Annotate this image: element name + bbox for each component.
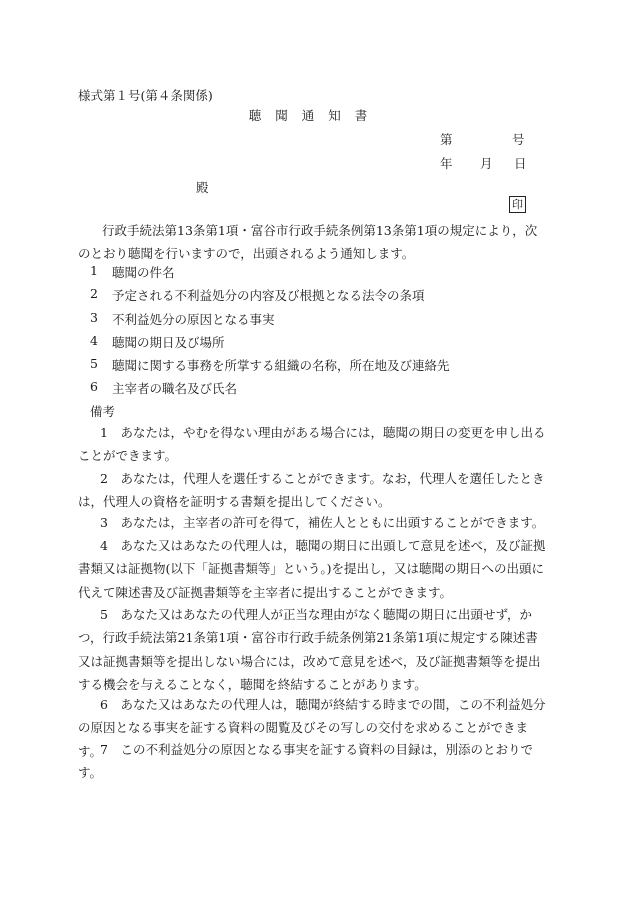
number-suffix: 号 (512, 132, 525, 147)
date-day: 日 (514, 156, 527, 171)
form-number: 様式第１号(第４条関係) (78, 88, 213, 103)
list-item-text: 不利益処分の原因となる事実 (112, 312, 275, 327)
remark-item: 4 あなた又はあなたの代理人は，聴聞の期日に出頭して意見を述べ，及び証拠書類又は証拠物(以下「証拠書類等」という。)を提出し，又は聴聞の期日への出頭に代えて陳述書及び証拠書類等を主宰者に提出することができます。 (78, 538, 546, 600)
remark-item: 3 あなたは，主宰者の許可を得て，補佐人とともに出頭することができます。 (100, 515, 545, 530)
list-item-number: 4 (90, 333, 98, 348)
remark-item: 1 あなたは，やむを得ない理由がある場合には，聴聞の期日の変更を申し出ることができます。 (78, 425, 546, 464)
date-month: 月 (480, 156, 493, 171)
list-item-number: 2 (90, 286, 98, 301)
document-title (0, 106, 630, 124)
list-item-text: 聴聞の件名 (112, 265, 175, 280)
list-item-number: 6 (90, 379, 98, 394)
remark-item: 7 この不利益処分の原因となる事実を証する資料の目録は，別添のとおりです。 (78, 742, 533, 781)
intro-paragraph: 行政手続法第13条第1項・富谷市行政手続条例第13条第1項の規定により，次のとおり聴聞を行いますので，出頭されるよう通知します。 (78, 223, 538, 262)
list-item-number: 1 (90, 263, 98, 278)
list-item-number: 5 (90, 356, 98, 371)
seal-mark: 印 (509, 196, 526, 213)
remarks-label: 備考 (90, 404, 116, 419)
remark-item: 2 あなたは，代理人を選任することができます。なお，代理人を選任したときは，代理人の資格を証明する書類を提出してください。 (78, 471, 545, 510)
addressee-honorific: 殿 (196, 180, 209, 195)
list-item-text: 聴聞の期日及び場所 (112, 335, 225, 350)
remark-item: 5 あなた又はあなたの代理人が正当な理由がなく聴聞の期日に出頭せず，かつ，行政手続法第21条第1項・富谷市行政手続条例第21条第1項に規定する陳述書又は証拠書類等を提出しない場合には，改めて意見を述べ，及び証拠書類等を提出する機会を与えることなく，聴聞を終結することがあります。 (78, 607, 541, 693)
date-year: 年 (440, 156, 453, 171)
number-prefix: 第 (440, 132, 453, 147)
list-item-text: 予定される不利益処分の内容及び根拠となる法令の条項 (112, 288, 425, 303)
document-title-text: 聴聞通知書 (248, 108, 382, 123)
list-item-number: 3 (90, 310, 98, 325)
remark-item: 6 あなた又はあなたの代理人は，聴聞が終結する時までの間，この不利益処分の原因となる事実を証する資料の閲覧及びその写しの交付を求めることができます。 (78, 697, 546, 759)
list-item-text: 主宰者の職名及び氏名 (112, 381, 238, 396)
list-item-text: 聴聞に関する事務を所掌する組織の名称，所在地及び連絡先 (112, 358, 450, 373)
